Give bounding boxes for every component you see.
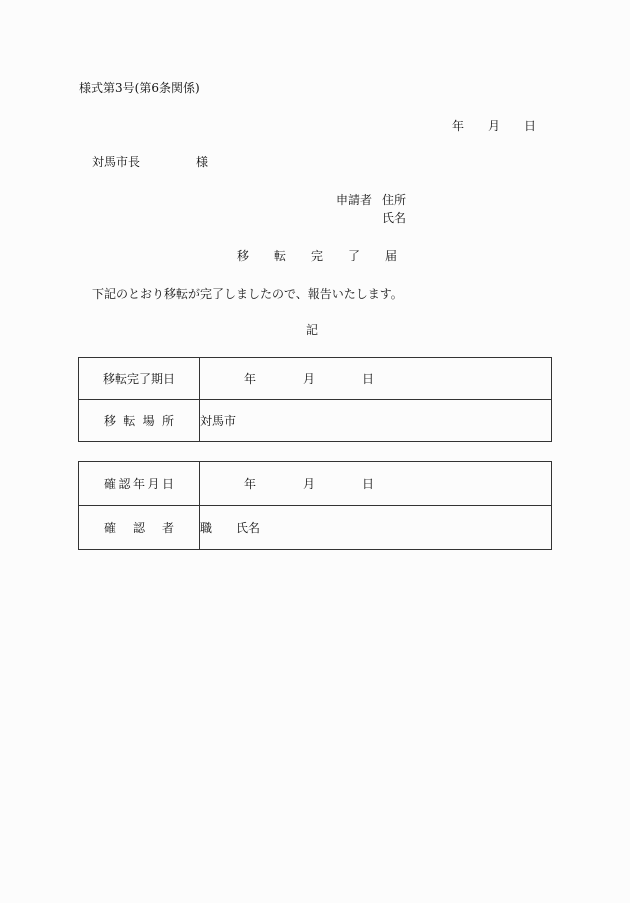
relocation-place-label <box>79 400 200 442</box>
month-label: 月 <box>302 477 315 491</box>
label-char: 年 <box>132 477 145 491</box>
confirmation-date-value <box>200 462 552 506</box>
label-char: 月 <box>147 477 160 491</box>
applicant-address-line <box>336 193 406 207</box>
body-text: 下記のとおり移転が完了しましたので、報告いたします。 <box>92 287 403 301</box>
label-char: 認 <box>132 521 145 535</box>
label-char: 者 <box>161 521 174 535</box>
day-label: 日 <box>361 372 374 386</box>
table-row <box>79 400 552 442</box>
completion-date-value <box>200 358 552 400</box>
date-year-label: 年 <box>452 119 465 133</box>
title-char: 了 <box>347 249 360 263</box>
year-label: 年 <box>243 372 256 386</box>
label-char: 所 <box>161 414 174 428</box>
relocation-place-value: 対馬市 <box>200 400 552 442</box>
position-label: 職 <box>200 521 213 535</box>
confirmer-value <box>200 506 552 550</box>
table-row <box>79 358 552 400</box>
label-char: 移 <box>104 414 117 428</box>
table-row <box>79 462 552 506</box>
submission-date <box>452 119 536 133</box>
confirmer-label <box>79 506 200 550</box>
label-char: 日 <box>161 477 174 491</box>
table-row <box>79 506 552 550</box>
title-char: 完 <box>310 249 323 263</box>
month-label: 月 <box>302 372 315 386</box>
applicant-name-label: 氏名 <box>382 211 407 225</box>
honorific: 様 <box>196 155 209 169</box>
form-number: 様式第3号(第6条関係) <box>79 81 200 95</box>
applicant-address-label: 住所 <box>382 193 407 207</box>
label-char: 場 <box>142 414 155 428</box>
document-title <box>237 249 397 263</box>
name-label: 氏名 <box>236 521 261 535</box>
title-char: 転 <box>273 249 286 263</box>
date-day-label: 日 <box>524 119 537 133</box>
applicant-role-label: 申請者 <box>336 193 373 207</box>
label-char: 認 <box>118 477 131 491</box>
relocation-table <box>78 357 552 442</box>
label-char: 確 <box>104 521 117 535</box>
title-char: 届 <box>384 249 397 263</box>
addressee-line <box>92 155 208 169</box>
label-char: 転 <box>123 414 136 428</box>
title-char: 移 <box>237 249 250 263</box>
confirmation-table <box>78 461 552 550</box>
date-month-label: 月 <box>488 119 501 133</box>
day-label: 日 <box>361 477 374 491</box>
ki-heading: 記 <box>306 323 319 337</box>
label-char: 確 <box>104 477 117 491</box>
year-label: 年 <box>243 477 256 491</box>
confirmation-date-label <box>79 462 200 506</box>
completion-date-label: 移転完了期日 <box>79 358 200 400</box>
addressee: 対馬市長 <box>92 155 141 169</box>
